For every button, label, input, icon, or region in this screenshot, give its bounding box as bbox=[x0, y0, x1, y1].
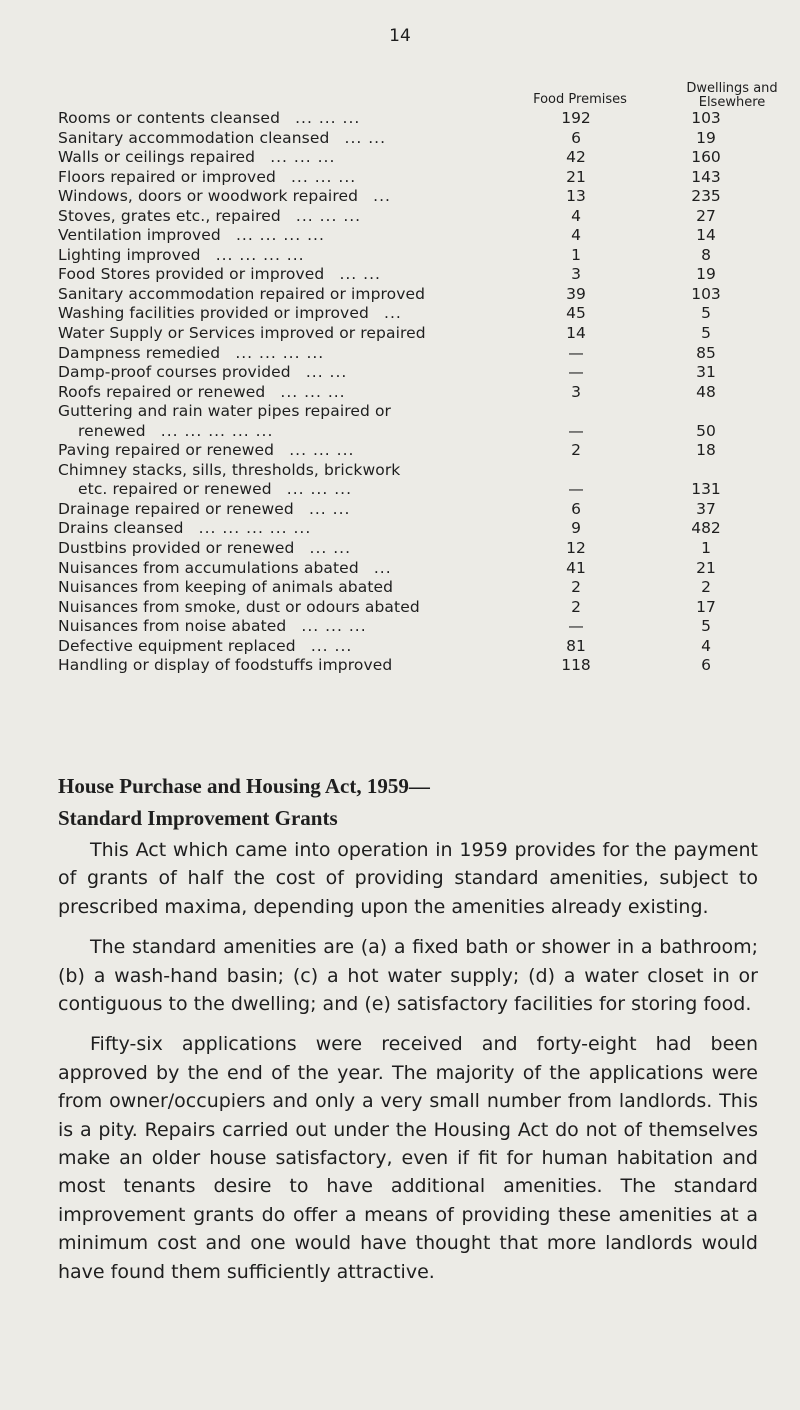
dwellings-value: 18 bbox=[696, 441, 716, 460]
leader-dots: ... ... ... ... bbox=[215, 245, 305, 264]
row-label-continuation bbox=[58, 480, 520, 500]
food-premises-value: 39 bbox=[566, 284, 586, 303]
food-premises-value: 81 bbox=[566, 636, 586, 655]
leader-dots: ... ... ... ... bbox=[235, 343, 325, 362]
row-label bbox=[58, 246, 520, 266]
food-premises-value: 6 bbox=[571, 499, 581, 518]
leader-dots: ... ... ... bbox=[291, 167, 357, 186]
food-premises-value: 9 bbox=[571, 519, 581, 538]
food-premises-value: 41 bbox=[566, 558, 586, 577]
dwellings-value: 5 bbox=[701, 324, 711, 343]
leader-dots: ... ... bbox=[308, 499, 351, 518]
leader-dots: ... ... ... bbox=[301, 617, 367, 636]
row-label-text: Sanitary accommodation cleansed bbox=[58, 128, 330, 147]
table-row bbox=[58, 109, 778, 129]
row-label bbox=[58, 461, 520, 500]
row-label-text: Nuisances from noise abated bbox=[58, 617, 287, 636]
dwellings-value: 2 bbox=[701, 578, 711, 597]
dwellings-value: 143 bbox=[691, 167, 721, 186]
row-label-text: Nuisances from accumulations abated bbox=[58, 558, 359, 577]
row-label bbox=[58, 207, 520, 227]
leader-dots: ... ... ... bbox=[289, 441, 355, 460]
row-label-text: Handling or display of foodstuffs improved bbox=[58, 656, 393, 675]
dwellings-value: 6 bbox=[701, 656, 711, 675]
row-label-text: Nuisances from keeping of animals abated bbox=[58, 578, 394, 597]
food-premises-value: 1 bbox=[571, 245, 581, 264]
food-premises-value: 3 bbox=[571, 382, 581, 401]
row-label bbox=[58, 324, 520, 344]
section-heading-line2: Standard Improvement Grants bbox=[58, 806, 338, 830]
leader-dots: ... ... ... ... ... bbox=[198, 519, 312, 538]
dwellings-value: 14 bbox=[696, 226, 716, 245]
paragraph: The standard amenities are (a) a fixed bath or shower in a bathroom; (b) a wash-hand basin; (c) a hot water supply; (d) a water closet in or contiguous to the dwelling; and (e) satisfactory facilities for storing food. bbox=[58, 936, 758, 1016]
table-row bbox=[58, 617, 778, 637]
section-heading-line1: House Purchase and Housing Act, 1959— bbox=[58, 774, 430, 798]
dwellings-value: 103 bbox=[691, 109, 721, 127]
row-label-text: Defective equipment replaced bbox=[58, 636, 296, 655]
dwellings-value: 21 bbox=[696, 558, 716, 577]
row-label-text: Damp-proof courses provided bbox=[58, 363, 291, 382]
dwellings-value: 1 bbox=[701, 539, 711, 558]
table-row bbox=[58, 402, 778, 441]
row-label bbox=[58, 402, 520, 441]
row-label-text: Lighting improved bbox=[58, 245, 201, 264]
leader-dots: ... bbox=[373, 187, 391, 206]
food-premises-value: 13 bbox=[566, 187, 586, 206]
table-row bbox=[58, 226, 778, 246]
row-label bbox=[58, 168, 520, 188]
table-row bbox=[58, 148, 778, 168]
food-premises-value: 3 bbox=[571, 265, 581, 284]
dwellings-value: 27 bbox=[696, 206, 716, 225]
food-premises-value: — bbox=[568, 363, 584, 382]
row-label bbox=[58, 559, 520, 579]
food-premises-value: 2 bbox=[571, 597, 581, 616]
dwellings-value: 235 bbox=[691, 187, 721, 206]
table-row bbox=[58, 461, 778, 500]
food-premises-value: 192 bbox=[561, 109, 591, 127]
table-row bbox=[58, 637, 778, 657]
row-label bbox=[58, 441, 520, 461]
food-premises-value: 42 bbox=[566, 148, 586, 167]
leader-dots: ... ... ... bbox=[295, 109, 361, 127]
column-header-dwellings-line2: Elsewhere bbox=[698, 95, 766, 110]
page-number: 14 bbox=[389, 26, 411, 46]
food-premises-value: 4 bbox=[571, 206, 581, 225]
row-label bbox=[58, 637, 520, 657]
dwellings-value: 48 bbox=[696, 382, 716, 401]
leader-dots: ... ... ... bbox=[286, 480, 352, 499]
row-label-text: Nuisances from smoke, dust or odours abated bbox=[58, 597, 420, 616]
row-label bbox=[58, 148, 520, 168]
leader-dots: ... ... ... bbox=[270, 148, 336, 167]
dwellings-value: 19 bbox=[696, 128, 716, 147]
row-label bbox=[58, 383, 520, 403]
table-row bbox=[58, 285, 778, 305]
row-label bbox=[58, 344, 520, 364]
food-premises-value: 45 bbox=[566, 304, 586, 323]
dwellings-value: 5 bbox=[701, 304, 711, 323]
dwellings-value: 4 bbox=[701, 636, 711, 655]
row-label-text: Sanitary accommodation repaired or improved bbox=[58, 284, 426, 303]
table-row bbox=[58, 187, 778, 207]
dwellings-value: 5 bbox=[701, 617, 711, 636]
row-label bbox=[58, 656, 520, 676]
table-row bbox=[58, 129, 778, 149]
leader-dots: ... ... ... bbox=[295, 206, 362, 225]
row-label-text: Windows, doors or woodwork repaired bbox=[58, 187, 359, 206]
dwellings-value: 37 bbox=[696, 499, 716, 518]
row-label-text: Paving repaired or renewed bbox=[58, 441, 275, 460]
dwellings-value: 50 bbox=[696, 421, 716, 440]
leader-dots: ... ... bbox=[310, 636, 353, 655]
leader-dots: ... ... ... bbox=[280, 382, 346, 401]
row-label bbox=[58, 265, 520, 285]
column-header-dwellings-line1: Dwellings and bbox=[686, 81, 778, 96]
food-premises-value: 4 bbox=[571, 226, 581, 245]
table-row bbox=[58, 519, 778, 539]
row-label-text: Roofs repaired or renewed bbox=[58, 382, 266, 401]
table-row bbox=[58, 168, 778, 188]
table-row bbox=[58, 500, 778, 520]
leader-dots: ... ... ... ... ... bbox=[160, 421, 274, 440]
row-label-text: Walls or ceilings repaired bbox=[58, 148, 256, 167]
table-row bbox=[58, 246, 778, 266]
dwellings-value: 31 bbox=[696, 363, 716, 382]
leader-dots: ... ... ... ... bbox=[235, 226, 325, 245]
row-label bbox=[58, 500, 520, 520]
row-label-text: Dampness remedied bbox=[58, 343, 221, 362]
food-premises-value: 12 bbox=[566, 539, 586, 558]
row-label-text: Washing facilities provided or improved bbox=[58, 304, 369, 323]
food-premises-value: — bbox=[568, 421, 584, 440]
table-row bbox=[58, 207, 778, 227]
leader-dots: ... ... bbox=[305, 363, 348, 382]
table-row bbox=[58, 363, 778, 383]
table-row bbox=[58, 559, 778, 579]
row-label bbox=[58, 285, 520, 305]
row-label-text: Food Stores provided or improved bbox=[58, 265, 325, 284]
row-label-text: Drains cleansed bbox=[58, 519, 184, 538]
leader-dots: ... ... bbox=[339, 265, 381, 284]
row-label-text: Dustbins provided or renewed bbox=[58, 539, 295, 558]
row-label bbox=[58, 129, 520, 149]
column-header-food-premises: Food Premises bbox=[533, 92, 627, 107]
row-label bbox=[58, 226, 520, 246]
body-text bbox=[58, 836, 758, 1298]
dwellings-value: 19 bbox=[696, 265, 716, 284]
paragraph: This Act which came into operation in 1959 provides for the payment of grants of half the cost of providing standard amenities, subject to prescribed maxima, depending upon the amenities already existing. bbox=[58, 839, 758, 918]
leader-dots: ... ... bbox=[309, 539, 352, 558]
leader-dots: ... bbox=[384, 304, 402, 323]
row-label-continuation bbox=[58, 422, 520, 442]
row-label bbox=[58, 363, 520, 383]
row-label-text: Rooms or contents cleansed bbox=[58, 109, 281, 127]
paragraph: Fifty-six applications were received and forty-eight had been approved by the end of the year. The majority of the applications were from owner/occupiers and only a very small number from landlords. This is a pity. Repairs carried out under the Housing Act do not of themselves make an older house satisfactory, even if fit for human habitation and most tenants desire to have additional amenities. The standard improvement grants do offer a means of providing these amenities at a minimum cost and one would have thought that more landlords would have found them sufficiently attractive. bbox=[58, 1033, 758, 1283]
row-label bbox=[58, 109, 520, 129]
table-row bbox=[58, 324, 778, 344]
dwellings-value: 160 bbox=[691, 148, 721, 167]
table-row bbox=[58, 578, 778, 598]
dwellings-value: 85 bbox=[696, 343, 716, 362]
works-table bbox=[58, 109, 778, 676]
row-label bbox=[58, 617, 520, 637]
dwellings-value: 8 bbox=[701, 245, 711, 264]
leader-dots: ... ... bbox=[344, 128, 387, 147]
table-row bbox=[58, 265, 778, 285]
row-label bbox=[58, 539, 520, 559]
row-label bbox=[58, 598, 520, 618]
row-label bbox=[58, 187, 520, 207]
row-label-text: Drainage repaired or renewed bbox=[58, 499, 294, 518]
leader-dots: ... bbox=[373, 558, 392, 577]
row-label-text: Stoves, grates etc., repaired bbox=[58, 206, 281, 225]
table-row bbox=[58, 656, 778, 676]
food-premises-value: 14 bbox=[566, 324, 586, 343]
food-premises-value: 2 bbox=[571, 441, 581, 460]
row-label bbox=[58, 578, 520, 598]
food-premises-value: 2 bbox=[571, 578, 581, 597]
table-row bbox=[58, 344, 778, 364]
column-header-dwellings bbox=[682, 82, 782, 110]
table-row bbox=[58, 383, 778, 403]
food-premises-value: — bbox=[568, 343, 584, 362]
row-label-text: Chimney stacks, sills, thresholds, brickwork bbox=[58, 460, 401, 479]
food-premises-value: 118 bbox=[561, 656, 591, 675]
food-premises-value: 6 bbox=[571, 128, 581, 147]
table-row bbox=[58, 539, 778, 559]
table-row bbox=[58, 441, 778, 461]
food-premises-value: 21 bbox=[566, 167, 586, 186]
section-heading bbox=[58, 770, 778, 834]
dwellings-value: 103 bbox=[691, 284, 721, 303]
row-label-continuation-text: etc. repaired or renewed bbox=[78, 480, 272, 499]
row-label-text: Floors repaired or improved bbox=[58, 167, 276, 186]
dwellings-value: 482 bbox=[691, 519, 721, 538]
food-premises-value: — bbox=[568, 617, 584, 636]
row-label-text: Guttering and rain water pipes repaired or bbox=[58, 402, 392, 421]
row-label-text: Ventilation improved bbox=[58, 226, 221, 245]
food-premises-value: — bbox=[568, 480, 584, 499]
dwellings-value: 131 bbox=[691, 480, 721, 499]
dwellings-value: 17 bbox=[696, 597, 716, 616]
row-label bbox=[58, 519, 520, 539]
row-label bbox=[58, 304, 520, 324]
table-row bbox=[58, 304, 778, 324]
row-label-text: Water Supply or Services improved or repaired bbox=[58, 324, 426, 343]
table-row bbox=[58, 598, 778, 618]
row-label-continuation-text: renewed bbox=[78, 421, 146, 440]
